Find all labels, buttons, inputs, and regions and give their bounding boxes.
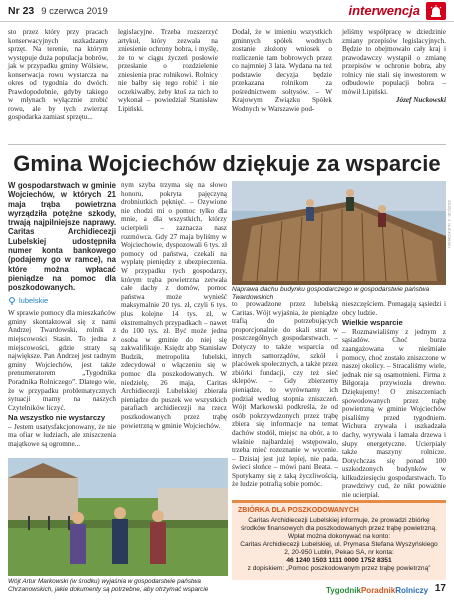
siren-icon <box>426 2 446 20</box>
article-paragraph: – Jestem usatysfakcjonowany, że nie ma ofiar w ludziach, ale zniszczenia majątkowe są ogromne... <box>8 422 116 449</box>
roof-repair-photo <box>232 181 446 285</box>
garden-photo-caption: Wójt Artur Markowski (w środku) wyjaśnia w gospodarstwie państwa Chrzanowskich, jakie dokumenty są potrzebne, aby otrzymać wsparcie <box>8 578 209 593</box>
garden-photo <box>8 458 228 576</box>
article-subhead: Na wszystko nie wystarczy <box>8 413 106 423</box>
section-label: interwencja <box>348 3 420 18</box>
top-story-col3: Dodał, że w imieniu wszystkich gminnych spółek wodnych zostanie złożony wniosek o rozliczenie tam bobrowych przez co najmniej 3 lata. Wydana na też podstawie decyzja będzie przekazana rolnikom za pośrednictwem sołtysów. – W Krajowym Związku Spółek Wodnych w Warszawie pod- <box>232 28 332 113</box>
article-paragraph: nieszczęściem. Pomagają sąsiedzi i obcy ludzie. <box>342 300 446 317</box>
top-story-signature: Józef Nuckowski <box>395 96 446 105</box>
top-story-col1: sto przez który przy pracach konserwacyjnych uszkadzamy sprzęt. Na terenie, na którym występuje duża populacja bobrów, jak w przypadku gminy Wólsiew, konserwacja rowu wystarcza na okres od tygodnia do dwóch. Prawdopodobnie, gdyby takiego w młynach wyłącznie zrobić rowu, ale by tych zwierząt gospodarka zamiast sprzętu... <box>8 28 108 122</box>
article-headline: Gmina Wojciechów dziękuje za wsparcie <box>13 151 441 176</box>
donation-box-intro: Caritas Archidiecezji Lubelskiej informuje, że prowadzi zbiórkę środków finansowych dla poszkodowanych przez trąbę powietrzną. Wpłat można dokonywać na konto: <box>240 517 438 540</box>
photo-credit: ZDJĘCIE: J. NUCKOWSKI <box>447 200 452 248</box>
location-pin-icon <box>8 297 16 305</box>
top-story-col4-text: jeliśmy współpracę w dziedzinie zmiany przepisów legislacyjnych. Będzie to obejmowało cały kraj i prawodawczy wystąpił o zmianę przepisów w ochronie bobra, aby rolnicy nie stali się inwestorem w odbudowie populacji bobra – mówił Lipiński. <box>342 28 446 96</box>
article-paragraph: nym szyba trzyma się na słowo honoru, pokryta pajęczyną drobniutkich pęknięć. – Ozywione nie chodzi mi o pomoc tylko dla mnie, a dla wszystkich, którzy ucierpieli – zaznacza nasz rozmówca. Gdy 27 maja byliśmy w Wojciechowie, dyspozowali 6 tys. zł pomocy od państwa, czekali na wypłatę pieniędzy z ubezpieczenia. W przypadku tych gospodarzy, którym trąba powietrzna zerwała całe dachy z domów, pomoc państwa może wynieść maksymalnie 20 tys. zł, czyli 6 tys. plus kolejne 14 tys. zł, w ekstremalnych przypadkach – nawet do 100 tys. zł. Być może jedna osoba w gminie do niej się zakwalifikuje. Księdz abp Stanisław Budzik, metropolita lubelski, zdecydował o włączeniu się w pomoc dla poszkodowanych. W niedzielę, 26 maja, Caritas Archidiecezji Lubelskiej zbierała pieniądze do puszek we wszystkich parafiach archidiecezji na rzecz poszkodowanych przez trąbę powietrzną w gminie Wojciechów. <box>121 181 227 430</box>
article-col2 <box>121 181 227 457</box>
donation-box-address: Caritas Archidiecezji Lubelskiej, ul. Prymasa Stefana Wyszyńskiego 2, 20-950 Lublin, Pekao SA, nr konta: <box>240 541 438 556</box>
roof-photo-caption: Naprawa dachu budynku gospodarczego w gospodarstwie państwa Twardowskich <box>232 286 430 301</box>
brand-word-3: Rolniczy <box>395 586 429 595</box>
source-label: lubelskie <box>19 295 49 305</box>
article-paragraph: to prowadzone przez lubelską Caritas. Wójt wyjaśnia, że pieniądze trafią do potrzebujących proporcjonalnie do skali strat w poszczególnych gospodarstwach. – Dotyczy to także wsparcia od innych samorządów, szkół i placówek społecznych, a także przez zbiórki fundacji, czy też sieć sklepów. – Gdy zbierzemy pieniądze, to wyrównamy ich podział według stopnia zniszczeń. Wójt Markowski podkreśla, że od osób pokrzywdzonych przez trąbę zbiera się informacje na temat dachów stodół, miejsc na obór, a to właśnie najbardziej wstępowało, trzeba mieć rozeznanie w wycenie. – Dzisiaj jest już lepiej, nie pada, świeci słońce – mówi pani Beata. – Spotykamy się z taką życzliwością, że ludzie potrafią sobie pomóc. <box>232 300 338 489</box>
article-col1 <box>8 181 116 457</box>
issue-date: 9 czerwca 2019 <box>41 6 108 17</box>
issue-info <box>8 5 108 17</box>
top-story-col2: legislacyjne. Trzeba rozszerzyć artykuł, który zezwala na zniesienie ochrony bobra, i myślę, że to w ciągu życzeń posłowie przesłanie o rozdzielenie zniesienia prac rolnikowi. Rolnicy nie bałby się tego robić i nie oczekiwałby, żeby ktoś za nich to wykonał – powiedział Stanisław Lipiński. <box>118 28 218 113</box>
divider <box>8 144 446 145</box>
donation-box <box>232 500 446 580</box>
brand-word-1: Tygodnik <box>326 586 361 595</box>
donation-box-title: ZBIÓRKA DLA POSZKODOWANYCH <box>238 507 359 514</box>
article-paragraph: – Rozmawialiśmy z jednym z sąsiadów. Choć burza zaangażowana w nieśmiałe pomocy, choć zostało zniszczone w naszej okolicy. – Stracaliśmy wiele, jednak nie są osamotnieni. Firma z Biłgoraja przywiozła drewno. Dziękujemy! O zniszczeniach spowodowanych przez trąbę powietrzną w gminie Wojciechów pisaliśmy przed tygodniem. Wichura zrywała i uszkadzała dachy, wyrywała i łamała drzewa i słupy energetyczne. Ucierpiały także maszyny rolnicze. Dotychczas się ponad 100 uszkodzonych budynków w kilkudziesięciu gospodarstwach. To prawdziwy cud, że nikt poważnie nie ucierpiał. <box>342 327 446 500</box>
page-number: 17 <box>434 583 446 594</box>
article-col4 <box>342 300 446 500</box>
top-story-col4 <box>342 28 446 120</box>
brand-word-2: Poradnik <box>360 586 396 595</box>
article-subhead: Wielkie wsparcie <box>342 318 403 328</box>
bank-account-number: 46 1240 1503 1111 0000 1752 8351 <box>286 557 392 564</box>
publication-brand <box>326 586 428 595</box>
donation-box-note: z dopiskiem: „Pomoc poszkodowanym przez trąbę powietrzną” <box>247 565 431 572</box>
page-header <box>0 0 454 22</box>
article-paragraph: W sprawie pomocy dla mieszkańców gminy skontaktował się z nami Andrzej Twardowski, rolnik z miejscowości Stasin. To jedna z miejscowości, gdzie straty są największe. Pan Andrzej jest radnym gminy Wojciechów, jest także prenumeratorem „Tygodnika Poradnika Rolniczego”. Dlatego wie, że w przypadku problematycznych sytuacji mamy na naszych Czytelników liczyć. <box>8 309 116 412</box>
article-lead: W gospodarstwach w gminie Wojciechów, w których 21 maja trąba powietrzna wyrządziła potężne szkody, trwają najpilniejsze naprawy. Caritas Archidiecezji Lubelskiej udostępniła numer konta bankowego (podajemy go w ramce), na które można wpłacać pieniądze na pomoc dla poszkodowanych. <box>8 181 116 293</box>
source-tag <box>8 297 116 306</box>
donation-box-text <box>238 517 440 573</box>
issue-number: Nr 23 <box>8 5 35 17</box>
